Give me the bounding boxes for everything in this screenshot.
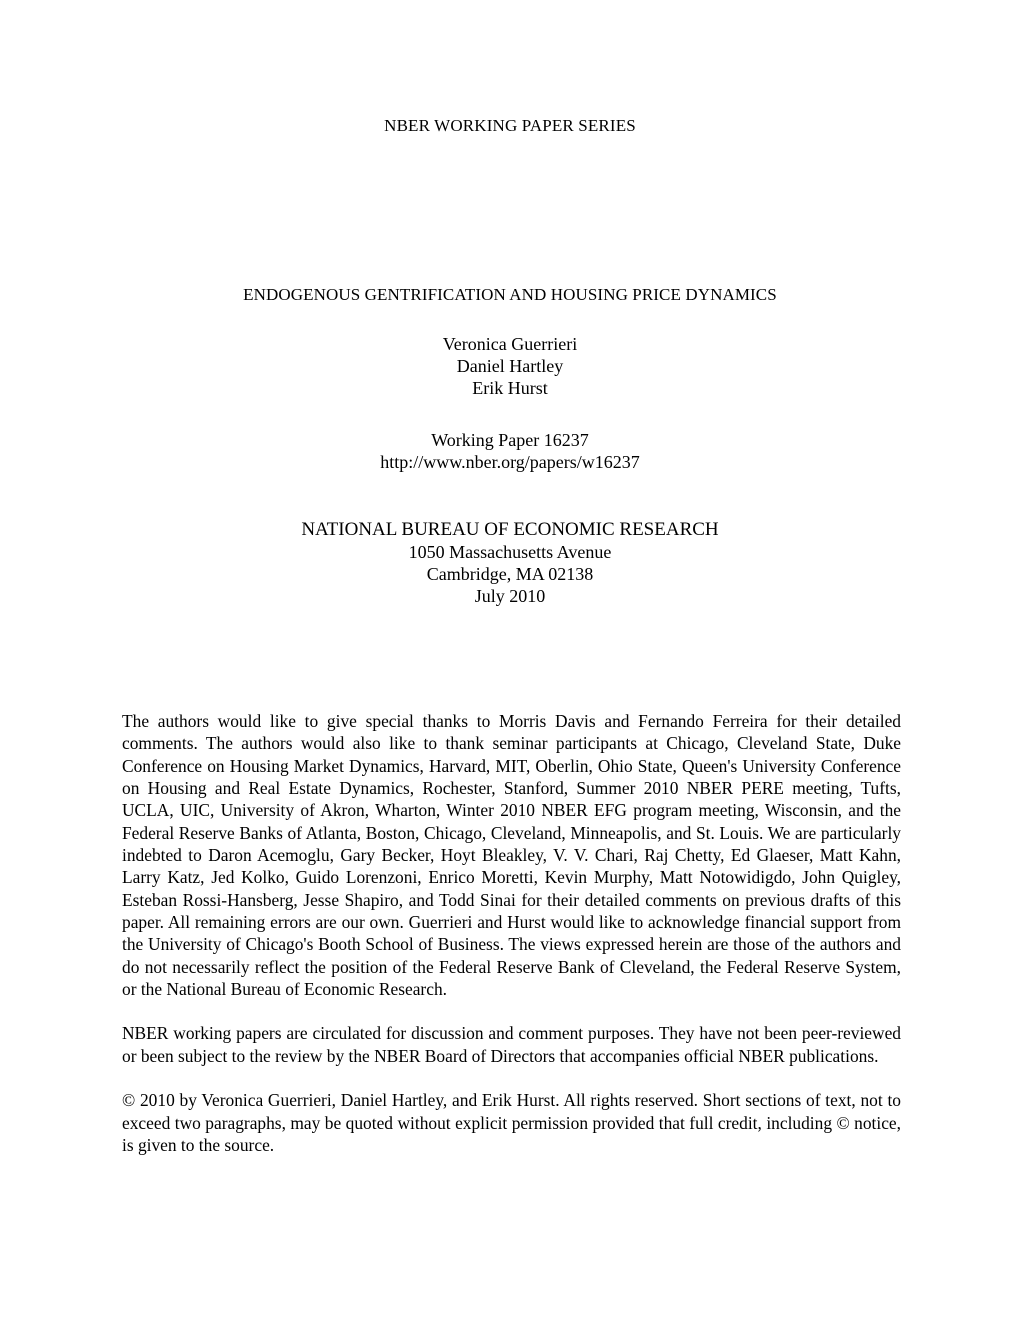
acknowledgments-paragraph: The authors would like to give special thanks to Morris Davis and Fernando Ferreira for their detailed comments. The authors would also like to thank seminar participants at Chicago, Cleveland State, Duke Conference on Housing Market Dynamics, Harvard, MIT, Oberlin, Ohio State, Queen's University Conference on Housing and Real Estate Dynamics, Rochester, Stanford, Summer 2010 NBER PERE meeting, Tufts, UCLA, UIC, University of Akron, Wharton, Winter 2010 NBER EFG program meeting, Wisconsin, and the Federal Reserve Banks of Atlanta, Boston, Chicago, Cleveland, Minneapolis, and St. Louis. We are particularly indebted to Daron Acemoglu, Gary Becker, Hoyt Bleakley, V. V. Chari, Raj Chetty, Ed Glaeser, Matt Kahn, Larry Katz, Jed Kolko, Guido Lorenzoni, Enrico Moretti, Kevin Murphy, Matt Notowidigdo, John Quigley, Esteban Rossi-Hansberg, Jesse Shapiro, and Todd Sinai for their detailed comments on previous drafts of this paper. All remaining errors are our own. Guerrieri and Hurst would like to acknowledge financial support from the University of Chicago's Booth School of Business. The views expressed herein are those of the authors and do not necessarily reflect the position of the Federal Reserve Bank of Cleveland, the Federal Reserve System, or the National Bureau of Economic Research.	[122, 711, 901, 1000]
institution-street: 1050 Massachusetts Avenue	[408, 542, 612, 562]
copyright-paragraph: © 2010 by Veronica Guerrieri, Daniel Hartley, and Erik Hurst. All rights reserved. Short sections of text, not to exceed two paragraphs, may be quoted without explicit permission provided that full credit, including © notice, is given to the source.	[122, 1090, 901, 1155]
institution-block	[0, 519, 1020, 607]
institution-name: NATIONAL BUREAU OF ECONOMIC RESEARCH	[301, 519, 719, 540]
series-header: NBER WORKING PAPER SERIES	[384, 116, 636, 135]
author-name: Daniel Hartley	[456, 356, 564, 376]
institution-city-state-zip: Cambridge, MA 02138	[426, 564, 594, 584]
disclaimer-paragraph: NBER working papers are circulated for discussion and comment purposes. They have not been peer-reviewed or been subject to the review by the NBER Board of Directors that accompanies official NBER publications.	[122, 1023, 901, 1066]
paper-url[interactable]: http://www.nber.org/papers/w16237	[380, 452, 640, 472]
page-title: ENDOGENOUS GENTRIFICATION AND HOUSING PRICE DYNAMICS	[243, 285, 777, 304]
author-name: Erik Hurst	[472, 378, 548, 398]
working-paper-number: Working Paper 16237	[431, 430, 589, 450]
author-name: Veronica Guerrieri	[442, 334, 578, 354]
paper-reference	[0, 429, 1020, 473]
author-list	[0, 333, 1020, 399]
publication-date: July 2010	[474, 586, 546, 606]
footnote-body	[122, 710, 901, 1156]
